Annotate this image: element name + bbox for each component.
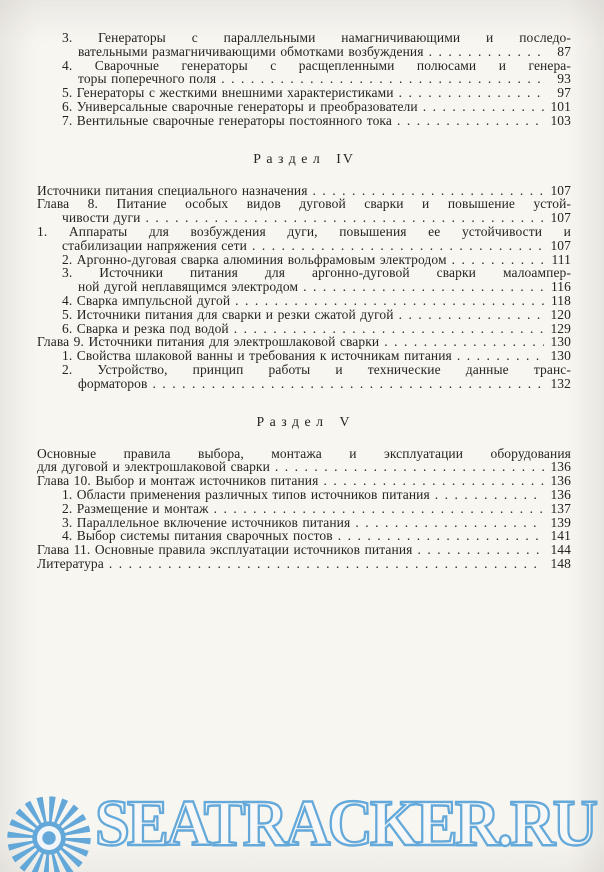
toc-line [37,253,571,267]
toc-entry-text: 1. Области применения различных типов источников питания [62,486,430,502]
toc-line [37,100,571,114]
toc-line [37,349,571,363]
toc-line [37,474,571,488]
toc-entry-text: Основные правила выбора, монтажа и эксплуатации оборудования [37,445,571,461]
page-number: 103 [550,112,571,128]
page-number: 107 [550,237,571,253]
page-number: 111 [551,251,571,267]
page-number: 130 [550,348,571,364]
toc-line [37,363,571,377]
toc-entry-text: 5. Источники питания для сварки и резки сжатой дугой [62,306,394,322]
toc-entry-text: 2. Устройство, принцип работы и технические данные транс- [62,361,571,377]
dot-leader [397,114,544,128]
toc-line [37,529,571,543]
toc-entry-text: ной дугой неплавящимся электродом [78,279,299,295]
page-number: 130 [550,334,571,350]
toc-entry-text: 4. Сварочные генераторы с расщепленными полюсами и генера- [62,57,571,73]
toc-entry-text: 4. Выбор системы питания сварочных постов [62,528,333,544]
toc-line [37,184,571,198]
dot-leader [399,86,544,100]
section-heading-numeral: V [339,413,352,429]
toc-line [37,72,571,86]
toc-entry-text: Источники питания специального назначения [37,182,308,198]
dot-leader [384,335,544,349]
dot-leader [417,543,544,557]
dot-leader [275,460,544,474]
dot-leader [323,474,544,488]
page-number: 93 [557,71,571,87]
toc-line [37,197,571,211]
toc-line [37,460,571,474]
page-number: 116 [550,279,571,295]
page-number: 144 [550,542,571,558]
dot-leader [235,294,544,308]
toc-line [37,86,571,100]
toc-line [37,59,571,73]
toc-entry-text: чивости дуги [62,210,141,226]
dot-leader [355,516,544,530]
page-number: 136 [550,473,571,489]
page-number: 129 [550,320,571,336]
page-number: 137 [550,500,571,516]
toc-entry-text: 7. Вентильные сварочные генераторы постоянного тока [62,112,392,128]
toc-entry-text: форматоров [78,375,148,391]
section-heading [37,151,571,167]
toc-entry-text: 2. Аргонно-дуговая сварка алюминия вольфрамовым электродом [62,251,447,267]
toc-line [37,488,571,502]
toc-entry-text: Глава 8. Питание особых видов дуговой сварки и повышение устой- [37,196,571,212]
toc-entry-text: Глава 9. Источники питания для электрошлаковой сварки [37,334,380,350]
page-number: 107 [550,182,571,198]
toc-entry-text: Глава 10. Выбор и монтаж источников питания [37,473,319,489]
toc-line [37,516,571,530]
section-heading-word: Раздел [253,150,326,166]
page-number: 139 [550,514,571,530]
toc-entry-text: 1. Аппараты для возбуждения дуги, повышения ее устойчивости и [37,223,571,239]
dot-leader [452,253,544,267]
toc-entry-text: 4. Сварка импульсной дугой [62,292,231,308]
dot-leader [457,349,544,363]
toc-line [37,322,571,336]
dot-leader [221,72,544,86]
toc-entry-text: 3. Параллельное включение источников питания [62,514,351,530]
toc-line [37,447,571,461]
toc-line [37,31,571,45]
dot-leader [234,322,544,336]
toc-entry-text: 3. Источники питания для аргонно-дуговой сварки малоампер- [62,265,571,281]
section-heading-numeral: IV [336,150,355,166]
dot-leader [152,377,544,391]
dot-leader [145,211,544,225]
dot-leader [338,529,544,543]
toc-entry-text: 6. Сварка и резка под водой [62,320,229,336]
toc-entry-text: 1. Свойства шлаковой ванны и требования к источникам питания [62,348,452,364]
page-number: 136 [550,459,571,475]
page-number: 141 [550,528,571,544]
toc-line [37,335,571,349]
page-number: 107 [550,210,571,226]
dot-leader [214,502,544,516]
page-number: 120 [550,306,571,322]
toc-entry-text: Литература [37,555,104,571]
toc-entry-text: 2. Размещение и монтаж [62,500,209,516]
toc-entry-text: стабилизации напряжения сети [62,237,247,253]
toc-line [37,114,571,128]
toc-entry-text: для дуговой и электрошлаковой сварки [37,459,270,475]
sun-burst-icon [3,792,95,872]
toc-entry-text: торы поперечного поля [78,71,217,87]
section-heading-word: Раздел [256,413,329,429]
table-of-contents [37,31,571,571]
toc-entry-text: Глава 11. Основные правила эксплуатации источников питания [37,542,413,558]
dot-leader [429,45,544,59]
dot-leader [313,184,544,198]
watermark-label: SEATRACKER.RU [95,787,598,859]
dot-leader [399,308,544,322]
watermark-text [93,781,603,864]
toc-line [37,211,571,225]
toc-line [37,45,571,59]
page-number: 118 [550,292,571,308]
page-number: 87 [557,43,571,59]
toc-line [37,294,571,308]
toc-line [37,266,571,280]
toc-entry-text: 3. Генераторы с параллельными намагничивающими и последо- [62,30,571,45]
toc-line [37,377,571,391]
toc-line [37,280,571,294]
toc-entry-text: 5. Генераторы с жесткими внешними характеристиками [62,85,394,101]
page-number: 132 [550,375,571,391]
dot-leader [252,239,544,253]
toc-line [37,239,571,253]
page-number: 136 [550,486,571,502]
toc-line [37,308,571,322]
dot-leader [423,100,544,114]
toc-line [37,502,571,516]
section-heading [37,414,571,430]
toc-entry-text: вательными размагничивающими обмотками возбуждения [78,43,424,59]
toc-line [37,543,571,557]
page-number: 101 [550,98,571,114]
dot-leader [435,488,544,502]
watermark [0,772,604,872]
page-number: 97 [557,85,571,101]
dot-leader [109,557,544,571]
toc-entry-text: 6. Универсальные сварочные генераторы и преобразователи [62,98,418,114]
toc-line [37,225,571,239]
dot-leader [303,280,544,294]
page-number: 148 [550,555,571,571]
toc-line [37,557,571,571]
